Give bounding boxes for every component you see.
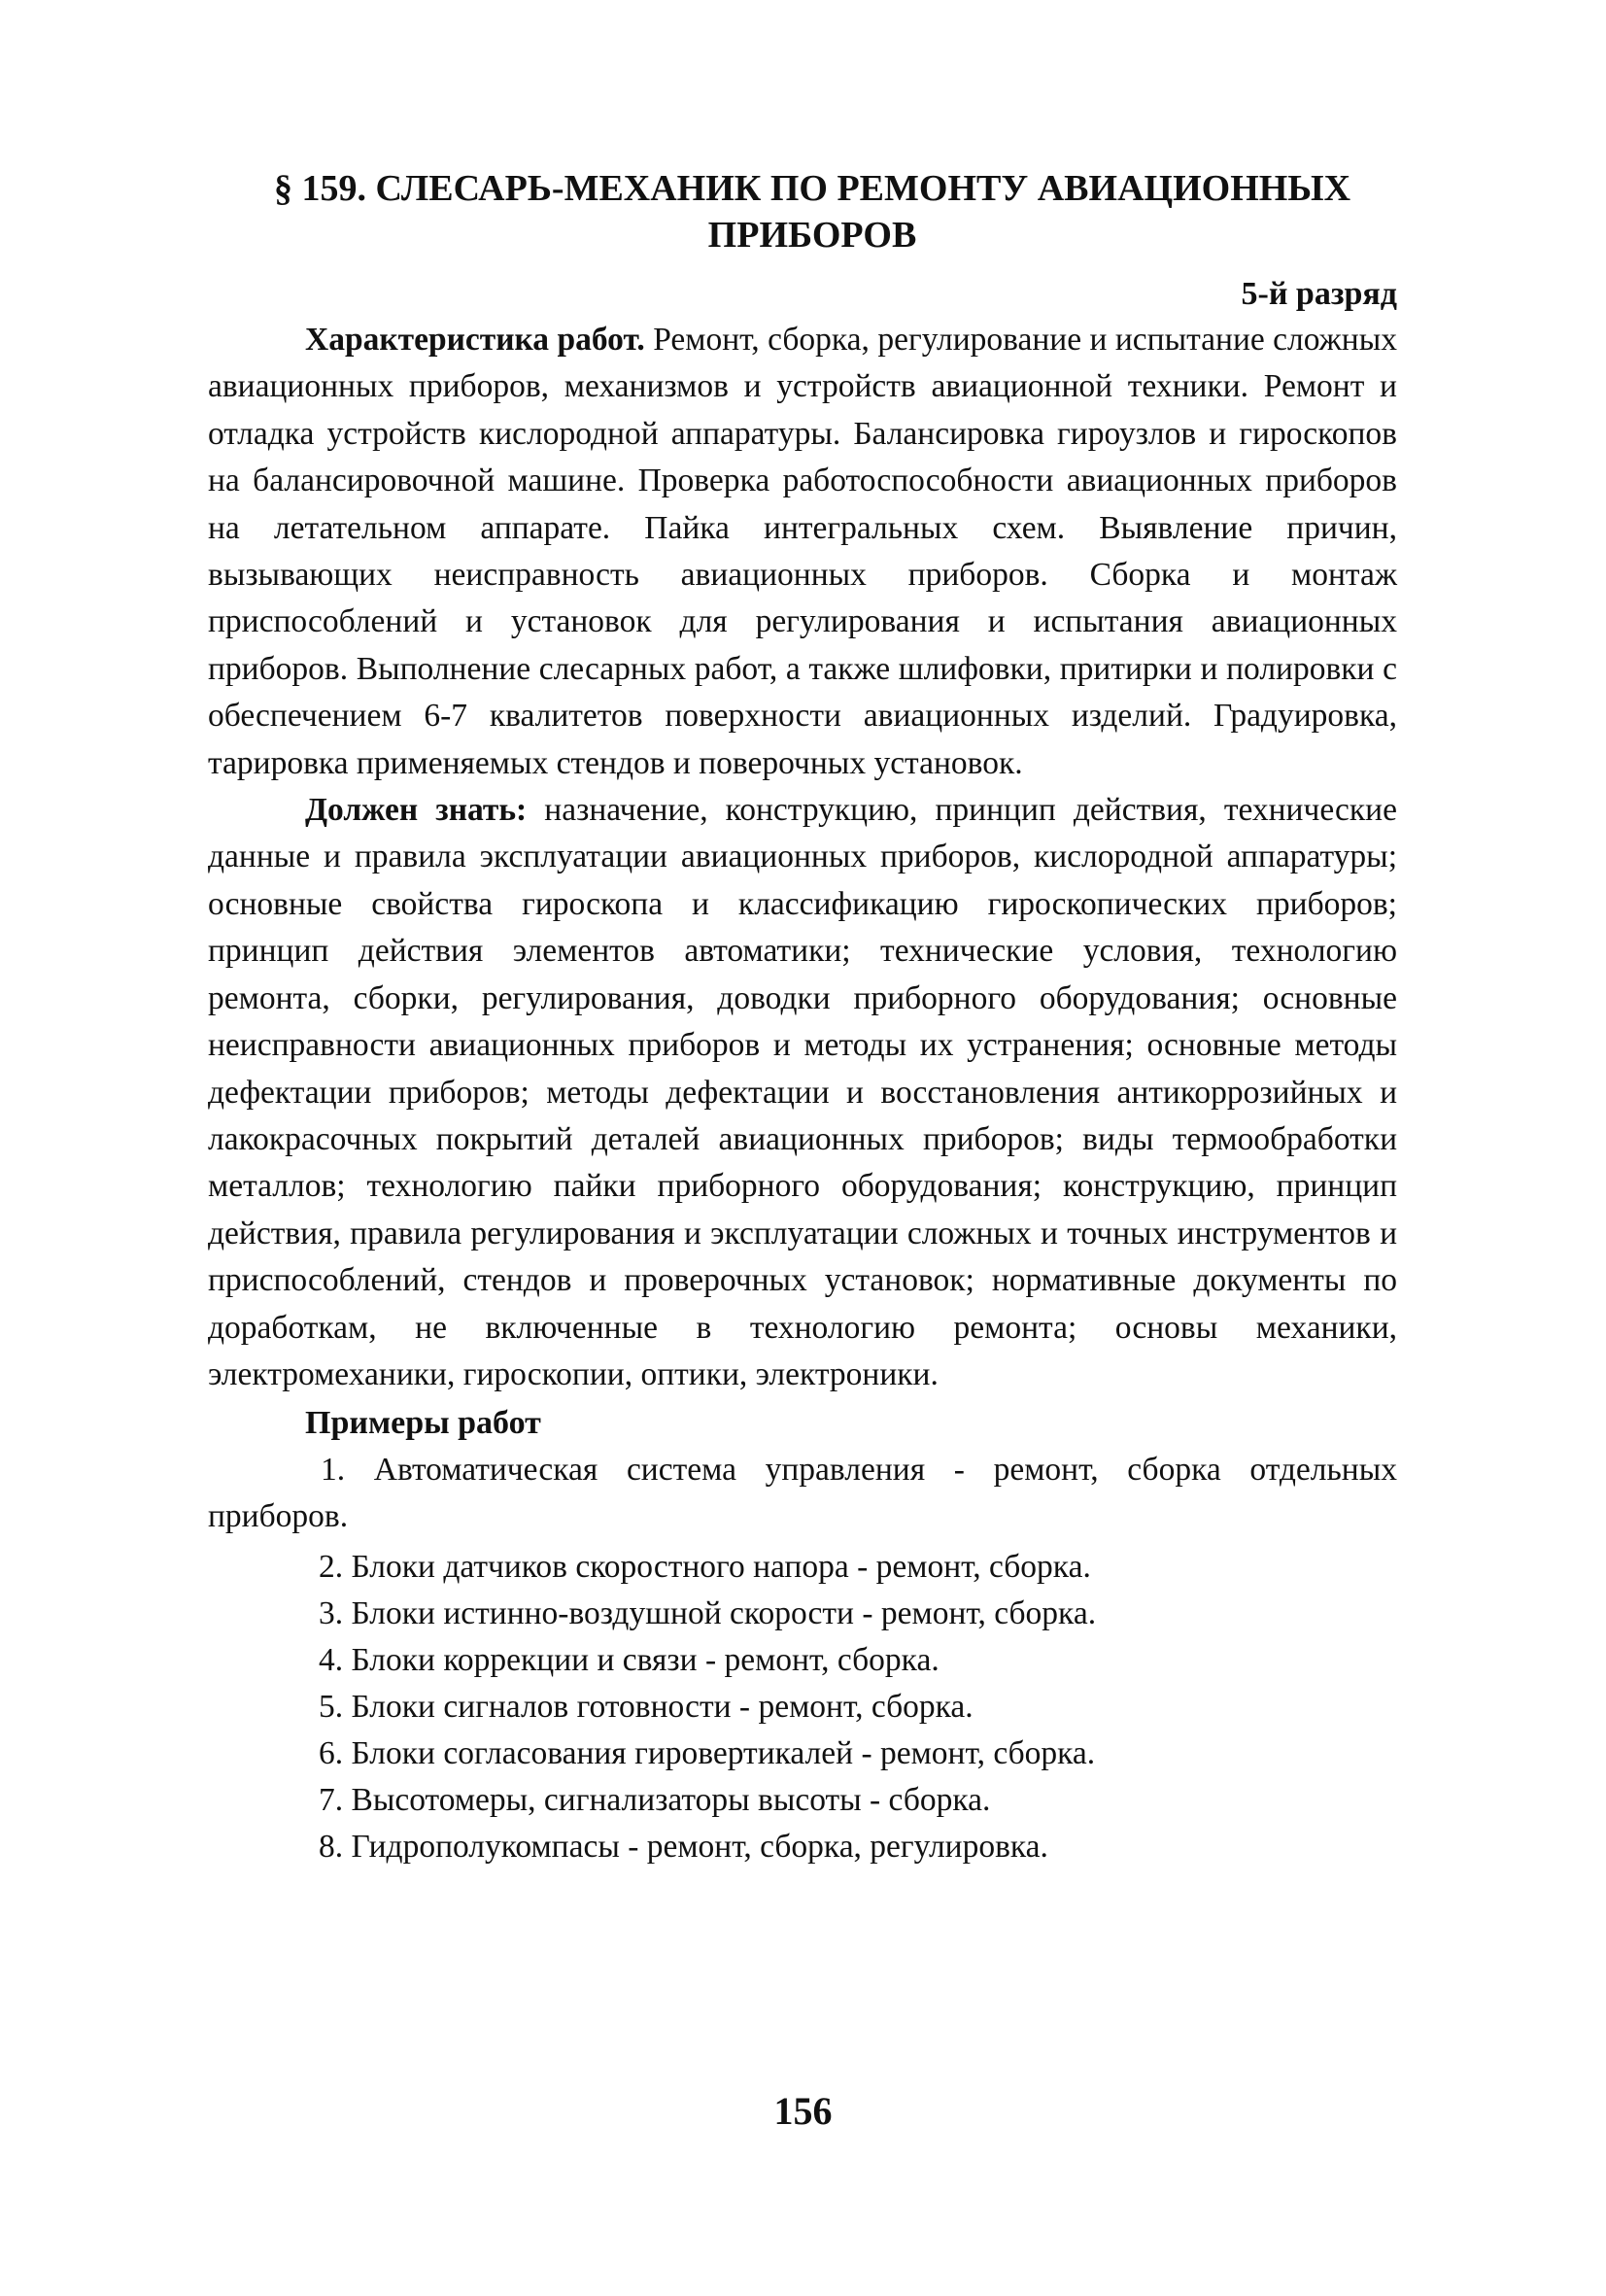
example-item: 1. Автоматическая система управления - ремонт, сборка отдельных приборов. xyxy=(208,1452,1397,1535)
example-item: 8. Гидрополукомпасы - ремонт, сборка, регулировка. xyxy=(319,1829,1048,1866)
knowledge-text: назначение, конструкцию, принцип действия, технические данные и правила эксплуатации авиационных приборов, кислородной аппаратуры; основные свойства гироскопа и классификацию гироскопических приборов; принцип действия элементов автоматики; технические условия, технологию ремонта, сборки, регулирования, доводки приборного оборудования; основные неисправности авиационных приборов и методы их устранения; основные методы дефектации приборов; методы дефектации и восстановления антикоррозийных и лакокрасочных покрытий деталей авиационных приборов; виды термообработки металлов; технологию пайки приборного оборудования; конструкцию, принцип действия, правила регулирования и эксплуатации сложных и точных инструментов и приспособлений, стендов и проверочных установок; нормативные документы по доработкам, не включенные в технологию ремонта; основы механики, электромеханики, гироскопии, оптики, электроники. xyxy=(208,792,1397,1392)
examples-title: Примеры работ xyxy=(305,1405,541,1442)
example-item: 4. Блоки коррекции и связи - ремонт, сборка. xyxy=(319,1642,940,1679)
example-item: 3. Блоки истинно-воздушной скорости - ремонт, сборка. xyxy=(319,1595,1097,1632)
knowledge-lead: Должен знать: xyxy=(305,792,528,829)
knowledge-paragraph xyxy=(208,787,1397,1398)
characteristics-text: Ремонт, сборка, регулирование и испытание сложных авиационных приборов, механизмов и устройств авиационной техники. Ремонт и отладка устройств кислородной аппаратуры. Балансировка гироузлов и гироскопов на балансировочной машине. Проверка работоспособности авиационных приборов на летательном аппарате. Пайка интегральных схем. Выявление причин, вызывающих неисправность авиационных приборов. Сборка и монтаж приспособлений и установок для регулирования и испытания авиационных приборов. Выполнение слесарных работ, а также шлифовки, притирки и полировки с обеспечением 6-7 квалитетов поверхности авиационных изделий. Градуировка, тарировка применяемых стендов и поверочных установок. xyxy=(208,322,1397,781)
grade-label: 5-й разряд xyxy=(1241,276,1397,312)
example-item: 7. Высотомеры, сигнализаторы высоты - сборка. xyxy=(319,1782,991,1819)
characteristics-paragraph xyxy=(208,317,1397,787)
page-number: 156 xyxy=(773,2089,833,2133)
example-item: 2. Блоки датчиков скоростного напора - ремонт, сборка. xyxy=(319,1549,1091,1586)
section-title: § 159. СЛЕСАРЬ-МЕХАНИК ПО РЕМОНТУ АВИАЦИОННЫХ ПРИБОРОВ xyxy=(273,168,1351,256)
example-item: 6. Блоки согласования гировертикалей - ремонт, сборка. xyxy=(319,1735,1096,1772)
document-page xyxy=(208,165,1397,1870)
characteristics-lead: Характеристика работ. xyxy=(305,322,645,358)
example-item: 5. Блоки сигналов готовности - ремонт, сборка. xyxy=(319,1689,974,1726)
